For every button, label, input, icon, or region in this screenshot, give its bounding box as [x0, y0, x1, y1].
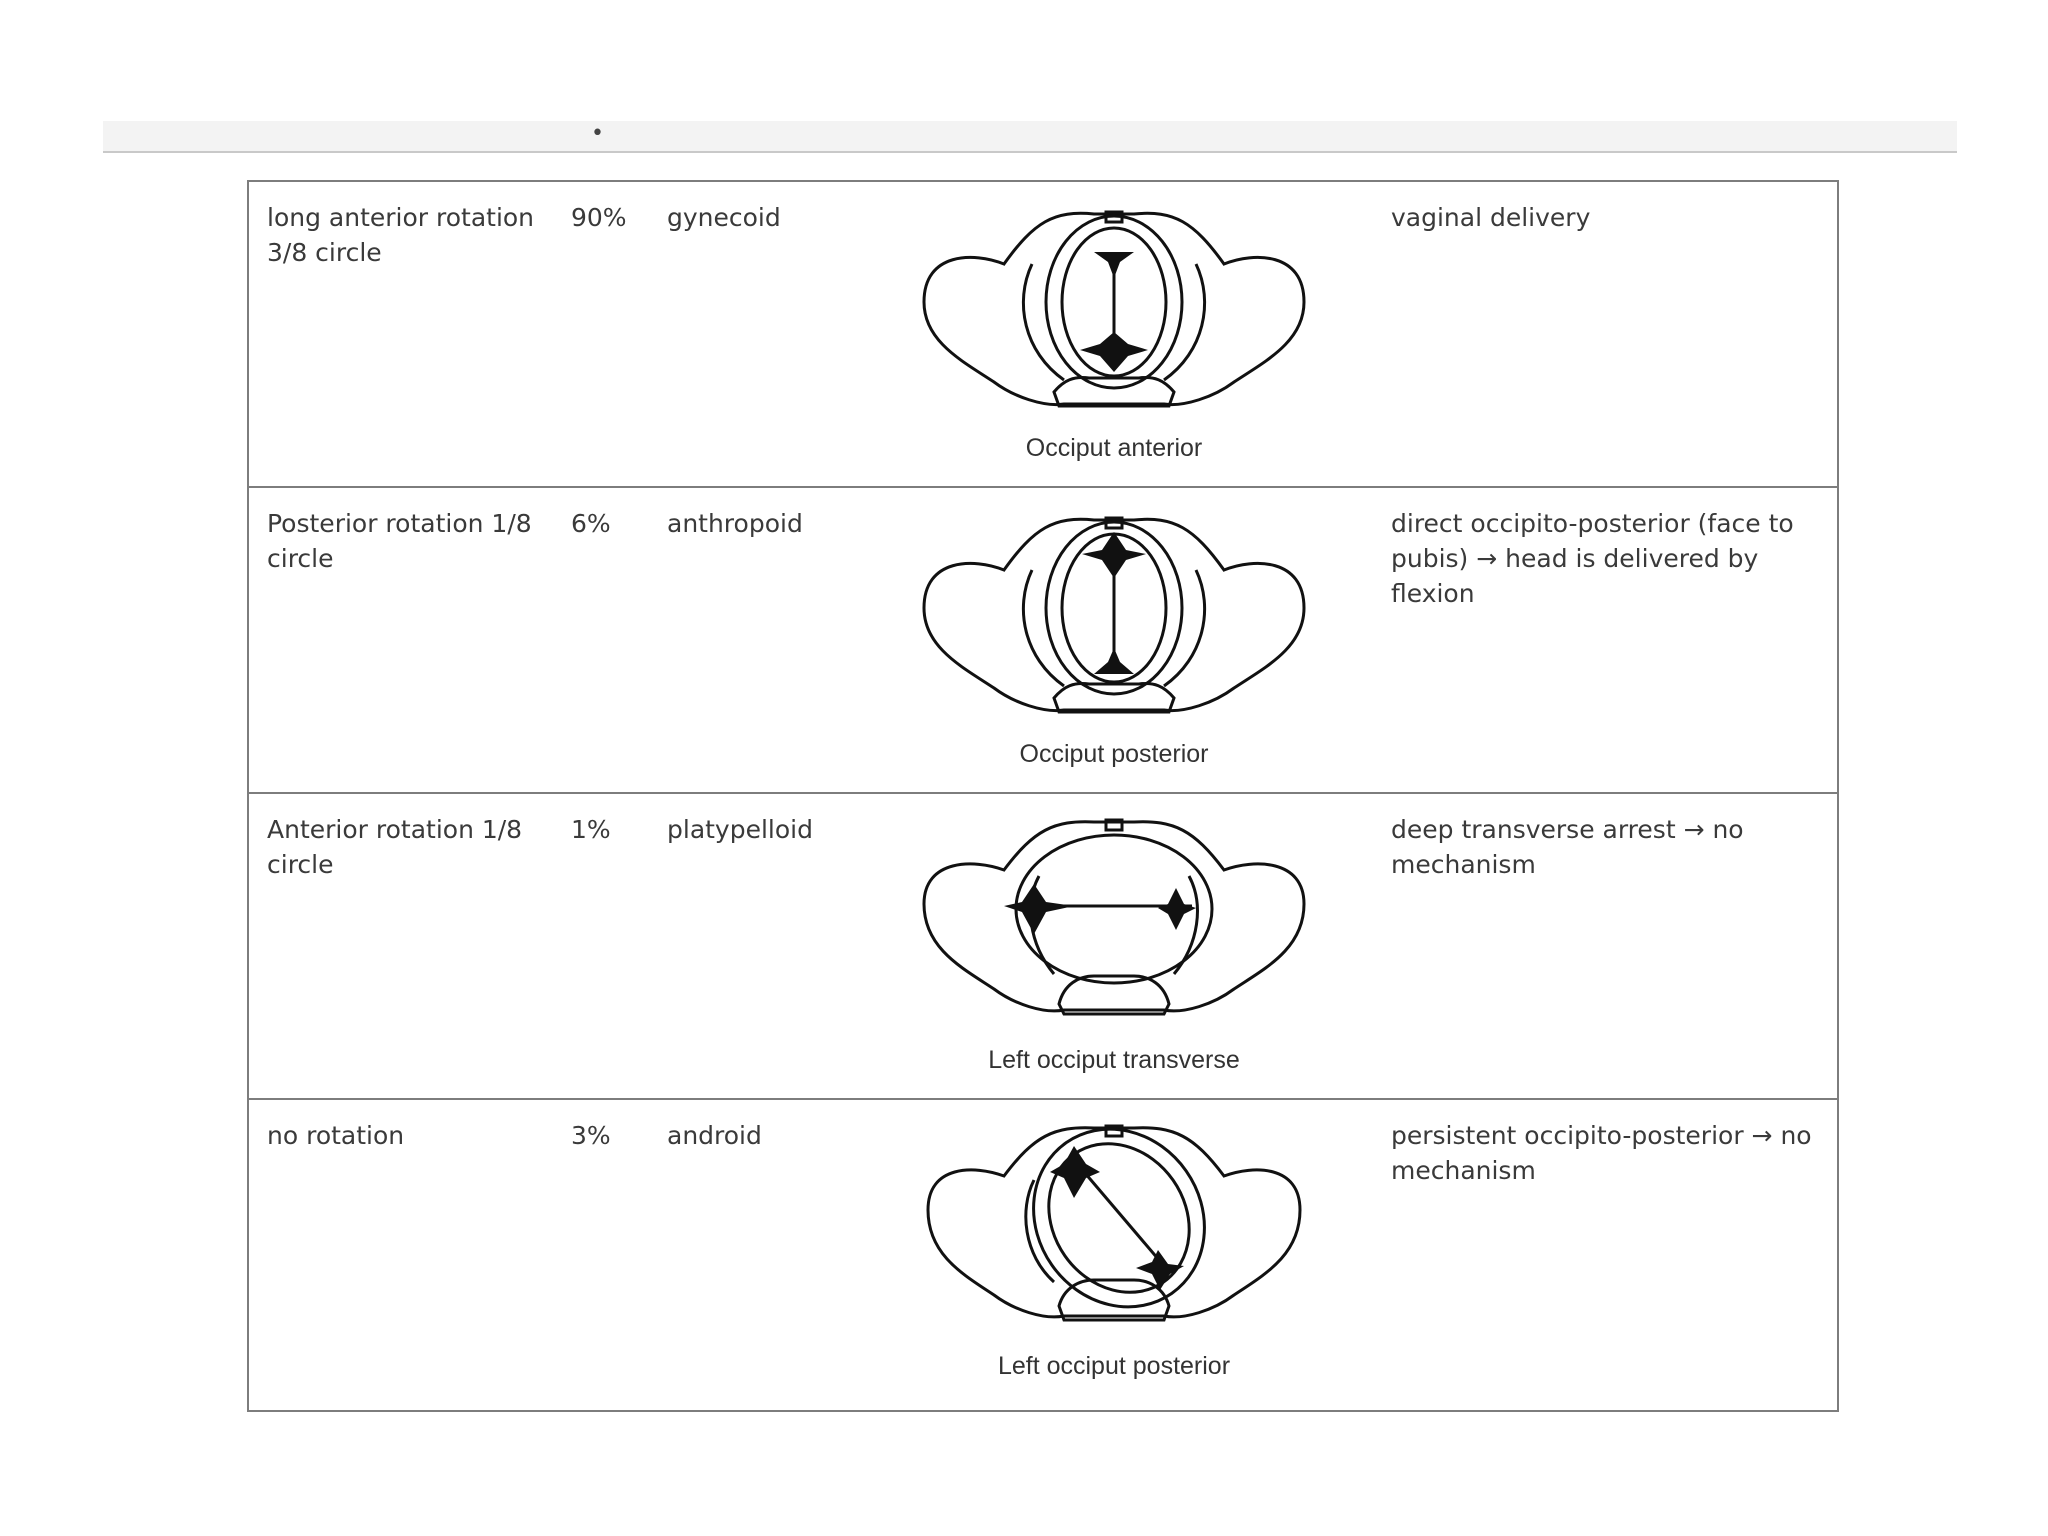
outcome-cell: vaginal delivery	[1391, 203, 1591, 232]
rotation-cell: Anterior rotation 1/8 circle	[267, 815, 523, 879]
figure-caption: Occiput posterior	[1019, 740, 1209, 768]
percent-cell: 90%	[571, 203, 627, 232]
pelvis-figure	[914, 1110, 1314, 1400]
top-bar	[103, 121, 1957, 153]
pelvis-type-cell: anthropoid	[667, 509, 803, 538]
outcome-cell: deep transverse arrest → no mechanism	[1391, 815, 1744, 879]
table-row	[249, 1100, 1837, 1406]
pelvis-diagram-icon	[914, 498, 1314, 738]
table-row	[249, 794, 1837, 1100]
rotation-cell: long anterior rotation 3/8 circle	[267, 203, 535, 267]
figure-caption: Left occiput posterior	[997, 1352, 1231, 1380]
table-row	[249, 488, 1837, 794]
pelvis-figure	[914, 498, 1314, 788]
delivery-mechanism-table	[247, 180, 1839, 1412]
figure-caption: Left occiput transverse	[988, 1046, 1240, 1074]
top-bar-mark: •	[591, 121, 604, 146]
percent-cell: 1%	[571, 815, 611, 844]
pelvis-diagram-icon	[914, 192, 1314, 432]
percent-cell: 3%	[571, 1121, 611, 1150]
percent-cell: 6%	[571, 509, 611, 538]
table-row	[249, 182, 1837, 488]
pelvis-diagram-icon	[914, 1110, 1314, 1350]
pelvis-type-cell: android	[667, 1121, 762, 1150]
pelvis-figure	[914, 804, 1314, 1094]
outcome-cell: direct occipito-posterior (face to pubis) → head is delivered by flexion	[1391, 509, 1794, 608]
pelvis-diagram-icon	[914, 804, 1314, 1044]
pelvis-type-cell: platypelloid	[667, 815, 813, 844]
pelvis-type-cell: gynecoid	[667, 203, 781, 232]
rotation-cell: Posterior rotation 1/8 circle	[267, 509, 532, 573]
pelvis-figure	[914, 192, 1314, 482]
figure-caption: Occiput anterior	[1025, 434, 1203, 462]
outcome-cell: persistent occipito-posterior → no mechanism	[1391, 1121, 1812, 1185]
rotation-cell: no rotation	[267, 1121, 405, 1150]
